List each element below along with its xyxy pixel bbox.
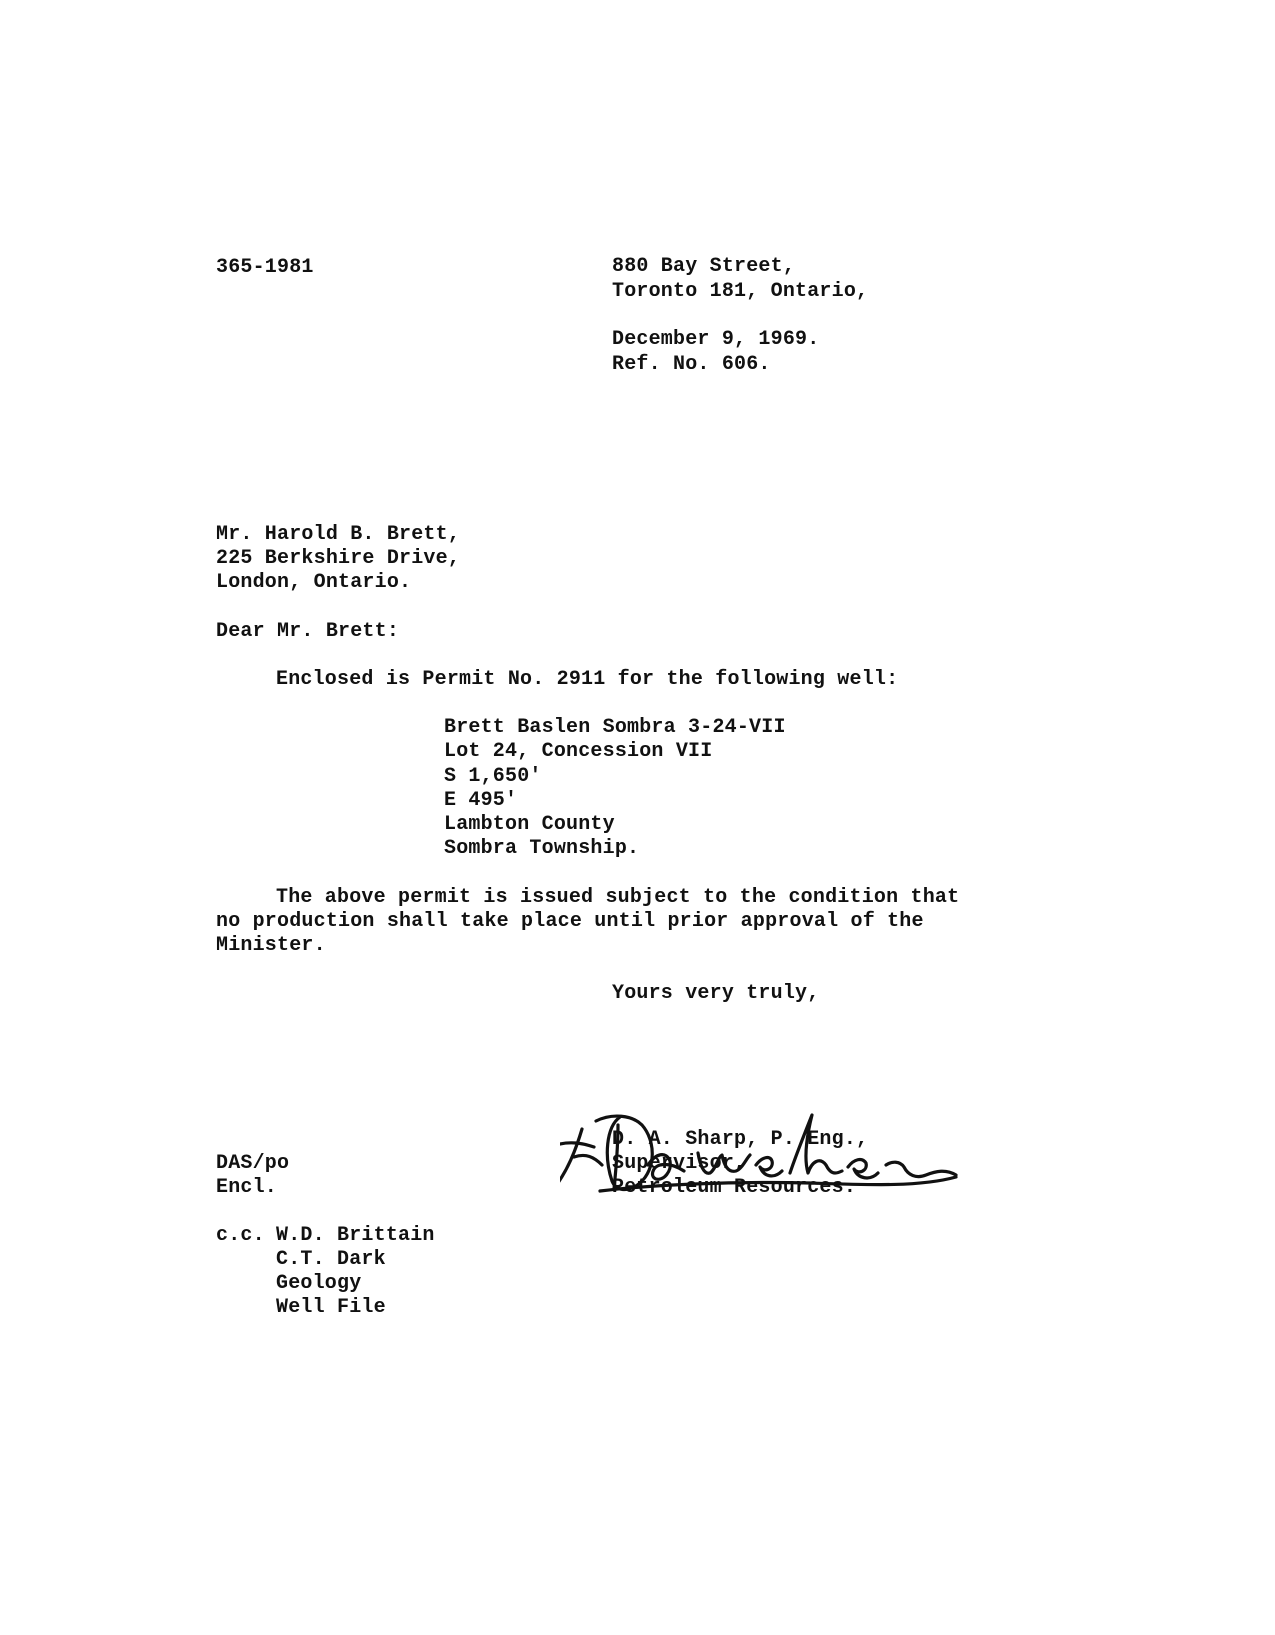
signatory-line: Petroleum Resources.: [612, 1176, 857, 1199]
letter-date: December 9, 1969.: [612, 328, 820, 351]
cc-prefix: c.c.: [216, 1224, 265, 1247]
recipient-line: 225 Berkshire Drive,: [216, 547, 461, 570]
typist-initials: DAS/po: [216, 1152, 290, 1175]
cc-recipient: W.D. Brittain: [276, 1224, 435, 1247]
closing: Yours very truly,: [612, 982, 820, 1005]
signatory-line: Supervisor,: [612, 1152, 747, 1175]
recipient-line: London, Ontario.: [216, 571, 412, 594]
well-detail-line: E 495': [444, 789, 518, 812]
well-detail-line: Sombra Township.: [444, 837, 640, 860]
sender-address-line: 880 Bay Street,: [612, 255, 796, 278]
condition-paragraph-line: Minister.: [216, 934, 326, 957]
well-detail-line: Brett Baslen Sombra 3-24-VII: [444, 716, 786, 739]
cc-recipient: Well File: [276, 1296, 386, 1319]
condition-paragraph-line: no production shall take place until prior approval of the: [216, 910, 924, 933]
signatory-line: D. A. Sharp, P. Eng.,: [612, 1128, 869, 1151]
sender-address-line: Toronto 181, Ontario,: [612, 280, 869, 303]
cc-recipient: C.T. Dark: [276, 1248, 386, 1271]
well-detail-line: S 1,650': [444, 765, 542, 788]
recipient-line: Mr. Harold B. Brett,: [216, 523, 461, 546]
file-number: 365-1981: [216, 256, 314, 279]
well-detail-line: Lambton County: [444, 813, 615, 836]
cc-recipient: Geology: [276, 1272, 362, 1295]
well-detail-line: Lot 24, Concession VII: [444, 740, 713, 763]
intro-paragraph: Enclosed is Permit No. 2911 for the following well:: [276, 668, 899, 691]
enclosure-note: Encl.: [216, 1176, 278, 1199]
condition-paragraph-line: The above permit is issued subject to the condition that: [276, 886, 960, 909]
salutation: Dear Mr. Brett:: [216, 620, 400, 643]
reference-number: Ref. No. 606.: [612, 353, 771, 376]
